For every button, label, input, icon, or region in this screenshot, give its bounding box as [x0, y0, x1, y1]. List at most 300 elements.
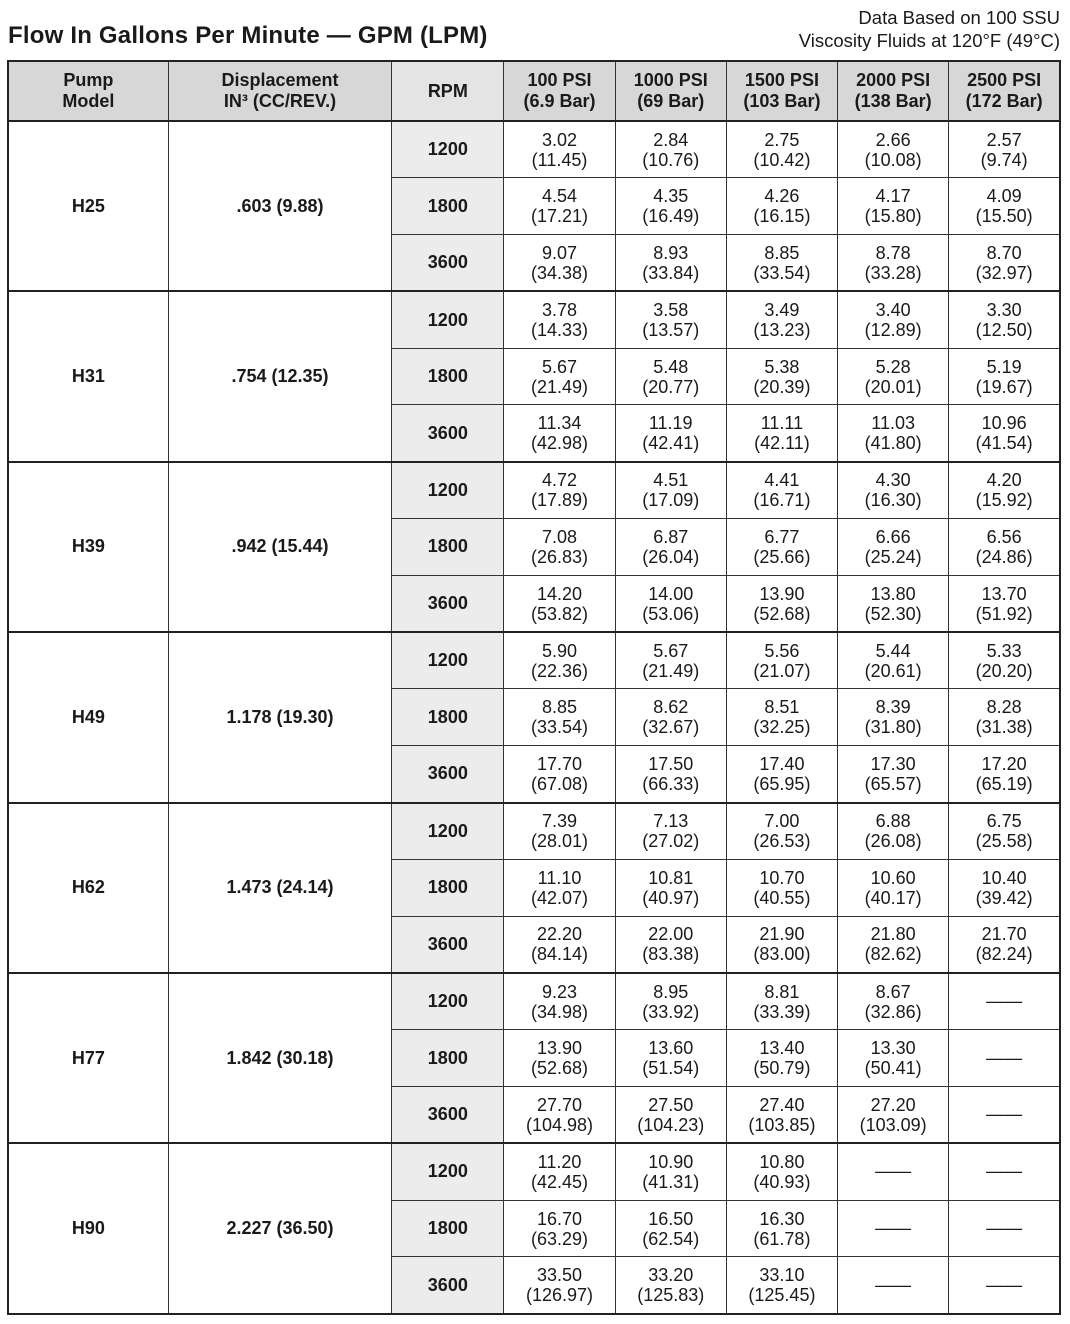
header-pressure-psi: 2500 PSI — [967, 70, 1042, 90]
flow-lpm: (33.54) — [753, 262, 811, 283]
flow-cell — [949, 689, 1060, 746]
flow-cell-empty: —— — [838, 1200, 949, 1257]
table-row — [8, 462, 1060, 519]
flow-cell — [726, 462, 837, 519]
flow-gpm: 13.90 — [537, 1038, 583, 1059]
flow-gpm: 22.00 — [648, 924, 694, 945]
flow-gpm: 17.40 — [759, 753, 805, 774]
flow-cell — [949, 519, 1060, 576]
flow-lpm: (13.23) — [753, 320, 811, 341]
pump-model-cell: H25 — [8, 121, 168, 291]
displacement-cell: 1.473 (24.14) — [168, 803, 391, 973]
pump-model-cell: H77 — [8, 973, 168, 1143]
flow-gpm: 16.50 — [648, 1208, 694, 1229]
flow-gpm: 16.70 — [537, 1208, 583, 1229]
flow-gpm: 17.20 — [981, 753, 1027, 774]
pump-model-cell: H62 — [8, 803, 168, 973]
flow-gpm: 6.88 — [875, 811, 911, 832]
flow-cell — [504, 803, 615, 860]
rpm-cell: 1200 — [392, 803, 504, 860]
displacement-cell: 1.178 (19.30) — [168, 632, 391, 802]
rpm-cell: 1800 — [392, 348, 504, 405]
flow-lpm: (65.95) — [753, 773, 811, 794]
rpm-cell: 1200 — [392, 462, 504, 519]
flow-lpm: (34.38) — [531, 262, 589, 283]
flow-cell — [726, 121, 837, 178]
flow-lpm: (26.53) — [753, 831, 811, 852]
flow-lpm: (126.97) — [526, 1285, 594, 1306]
flow-lpm: (9.74) — [980, 149, 1028, 170]
flow-cell — [504, 859, 615, 916]
flow-lpm: (24.86) — [975, 546, 1033, 567]
flow-lpm: (41.54) — [975, 433, 1033, 454]
flow-gpm: 8.93 — [653, 242, 689, 263]
flow-gpm: 3.78 — [542, 300, 578, 321]
flow-lpm: (103.85) — [748, 1114, 816, 1135]
flow-lpm: (20.39) — [753, 376, 811, 397]
flow-gpm: 33.50 — [537, 1265, 583, 1286]
flow-cell-empty: —— — [838, 1257, 949, 1314]
flow-lpm: (39.42) — [975, 887, 1033, 908]
flow-cell — [838, 859, 949, 916]
flow-gpm: 4.30 — [875, 470, 911, 491]
flow-gpm: 2.75 — [764, 129, 800, 150]
table-row — [8, 632, 1060, 689]
flow-cell — [949, 121, 1060, 178]
flow-cell — [726, 575, 837, 632]
flow-lpm: (15.50) — [975, 206, 1033, 227]
flow-gpm: 4.20 — [986, 470, 1022, 491]
flow-lpm: (10.76) — [642, 149, 700, 170]
flow-gpm: 27.20 — [870, 1094, 916, 1115]
header-pressure-psi: 1000 PSI — [633, 70, 708, 90]
flow-lpm: (10.08) — [864, 149, 922, 170]
rpm-cell: 1200 — [392, 1143, 504, 1200]
flow-gpm: 10.80 — [759, 1151, 805, 1172]
flow-gpm: 3.02 — [542, 129, 578, 150]
flow-lpm: (33.84) — [642, 262, 700, 283]
flow-cell — [838, 803, 949, 860]
flow-gpm: 5.48 — [653, 356, 689, 377]
flow-gpm: 5.19 — [986, 356, 1022, 377]
flow-cell — [838, 1087, 949, 1144]
flow-gpm: 2.57 — [986, 129, 1022, 150]
flow-gpm: 5.67 — [653, 640, 689, 661]
header-pressure-100 — [504, 61, 615, 121]
flow-cell — [726, 803, 837, 860]
rpm-cell: 3600 — [392, 575, 504, 632]
flow-lpm: (82.62) — [864, 944, 922, 965]
flow-gpm: 27.50 — [648, 1094, 694, 1115]
flow-table-body — [8, 121, 1060, 1314]
displacement-cell: 1.842 (30.18) — [168, 973, 391, 1143]
flow-lpm: (50.41) — [864, 1058, 922, 1079]
flow-lpm: (16.30) — [864, 490, 922, 511]
flow-cell — [949, 575, 1060, 632]
flow-gpm: 7.13 — [653, 811, 689, 832]
flow-lpm: (25.66) — [753, 546, 811, 567]
flow-gpm: 7.08 — [542, 526, 578, 547]
flow-gpm: 16.30 — [759, 1208, 805, 1229]
flow-gpm: 11.10 — [537, 867, 582, 888]
rpm-cell: 1200 — [392, 973, 504, 1030]
flow-gpm: 13.80 — [870, 583, 916, 604]
flow-cell — [504, 178, 615, 235]
flow-cell — [726, 1257, 837, 1314]
flow-lpm: (125.45) — [748, 1285, 816, 1306]
flow-cell — [615, 291, 726, 348]
flow-lpm: (32.25) — [753, 717, 811, 738]
flow-gpm: 3.58 — [653, 300, 689, 321]
flow-lpm: (83.38) — [642, 944, 700, 965]
flow-cell — [838, 632, 949, 689]
flow-gpm: 9.07 — [542, 242, 578, 263]
flow-gpm: 21.80 — [870, 924, 916, 945]
flow-gpm: 10.90 — [648, 1151, 694, 1172]
flow-gpm: 13.70 — [981, 583, 1027, 604]
rpm-cell: 1200 — [392, 632, 504, 689]
flow-gpm: 8.81 — [764, 981, 800, 1002]
flow-lpm: (17.89) — [531, 490, 589, 511]
flow-cell — [949, 291, 1060, 348]
flow-lpm: (26.83) — [531, 546, 589, 567]
flow-gpm: 4.35 — [653, 186, 689, 207]
flow-cell — [615, 462, 726, 519]
flow-cell — [504, 973, 615, 1030]
flow-cell — [615, 973, 726, 1030]
flow-lpm: (32.97) — [975, 262, 1033, 283]
flow-lpm: (22.36) — [531, 660, 589, 681]
flow-cell — [726, 1087, 837, 1144]
flow-lpm: (25.58) — [975, 831, 1033, 852]
flow-lpm: (28.01) — [531, 831, 589, 852]
flow-gpm: 13.40 — [759, 1038, 805, 1059]
flow-cell — [838, 121, 949, 178]
flow-cell — [504, 1200, 615, 1257]
rpm-cell: 1800 — [392, 689, 504, 746]
flow-cell — [504, 348, 615, 405]
flow-cell — [726, 689, 837, 746]
flow-lpm: (61.78) — [753, 1228, 811, 1249]
flow-gpm: 4.09 — [986, 186, 1022, 207]
flow-cell — [726, 746, 837, 803]
flow-cell — [949, 859, 1060, 916]
flow-lpm: (83.00) — [753, 944, 811, 965]
flow-cell — [726, 1143, 837, 1200]
flow-gpm: 17.50 — [648, 753, 694, 774]
flow-lpm: (13.57) — [642, 320, 700, 341]
rpm-cell: 3600 — [392, 1087, 504, 1144]
flow-gpm: 11.03 — [871, 413, 915, 434]
flow-cell — [615, 235, 726, 292]
flow-lpm: (33.54) — [531, 717, 589, 738]
flow-gpm: 21.70 — [981, 924, 1027, 945]
flow-lpm: (15.80) — [864, 206, 922, 227]
flow-lpm: (52.68) — [531, 1058, 589, 1079]
table-row — [8, 973, 1060, 1030]
flow-gpm: 8.62 — [653, 697, 689, 718]
header-displacement — [168, 61, 391, 121]
flow-gpm: 27.40 — [759, 1094, 805, 1115]
rpm-cell: 3600 — [392, 1257, 504, 1314]
flow-lpm: (12.50) — [975, 320, 1033, 341]
flow-cell — [838, 916, 949, 973]
flow-gpm: 5.44 — [875, 640, 911, 661]
flow-cell — [504, 689, 615, 746]
flow-lpm: (26.08) — [864, 831, 922, 852]
flow-cell — [949, 462, 1060, 519]
pump-model-cell: H49 — [8, 632, 168, 802]
displacement-cell: .754 (12.35) — [168, 291, 391, 461]
table-row — [8, 1143, 1060, 1200]
flow-lpm: (32.67) — [642, 717, 700, 738]
flow-cell — [838, 1030, 949, 1087]
flow-gpm: 6.77 — [764, 526, 800, 547]
flow-cell-empty: —— — [949, 1257, 1060, 1314]
flow-lpm: (21.49) — [531, 376, 589, 397]
flow-cell — [615, 1030, 726, 1087]
rpm-cell: 1800 — [392, 1030, 504, 1087]
flow-gpm: 3.40 — [875, 300, 911, 321]
header-pressure-bar: (6.9 Bar) — [523, 91, 596, 111]
flow-cell — [504, 916, 615, 973]
header-displacement-line-1: Displacement — [221, 70, 339, 90]
rpm-cell: 1800 — [392, 519, 504, 576]
flow-gpm: 7.00 — [764, 811, 800, 832]
flow-gpm: 8.39 — [875, 697, 911, 718]
header-pressure-1500 — [726, 61, 837, 121]
pump-model-cell: H39 — [8, 462, 168, 632]
header-pressure-1000 — [615, 61, 726, 121]
flow-lpm: (27.02) — [642, 831, 700, 852]
flow-cell — [615, 632, 726, 689]
flow-cell — [838, 746, 949, 803]
flow-gpm: 11.19 — [648, 413, 693, 434]
flow-lpm: (20.01) — [864, 376, 922, 397]
flow-lpm: (52.30) — [864, 603, 922, 624]
flow-gpm: 6.56 — [986, 526, 1022, 547]
pump-model-cell: H90 — [8, 1143, 168, 1314]
rpm-cell: 3600 — [392, 916, 504, 973]
flow-cell — [838, 575, 949, 632]
flow-gpm: 21.90 — [759, 924, 805, 945]
flow-lpm: (15.92) — [975, 490, 1033, 511]
viscosity-note — [799, 6, 1060, 52]
flow-cell-empty: —— — [949, 1030, 1060, 1087]
flow-lpm: (40.17) — [864, 887, 922, 908]
flow-lpm: (21.07) — [753, 660, 811, 681]
flow-cell — [949, 348, 1060, 405]
flow-cell — [949, 916, 1060, 973]
flow-lpm: (31.38) — [975, 717, 1033, 738]
flow-lpm: (82.24) — [975, 944, 1033, 965]
flow-cell — [504, 746, 615, 803]
flow-cell — [726, 291, 837, 348]
flow-lpm: (16.49) — [642, 206, 700, 227]
flow-cell — [949, 632, 1060, 689]
flow-gpm: 17.70 — [537, 753, 583, 774]
flow-cell — [838, 973, 949, 1030]
flow-lpm: (17.21) — [531, 206, 589, 227]
flow-cell — [726, 859, 837, 916]
table-row — [8, 291, 1060, 348]
flow-lpm: (42.07) — [531, 887, 589, 908]
flow-cell — [615, 1257, 726, 1314]
flow-gpm: 4.51 — [653, 470, 689, 491]
flow-lpm: (42.45) — [531, 1171, 589, 1192]
flow-gpm: 13.90 — [759, 583, 805, 604]
flow-gpm: 5.38 — [764, 356, 800, 377]
flow-gpm: 11.20 — [537, 1151, 582, 1172]
flow-gpm: 6.66 — [875, 526, 911, 547]
flow-lpm: (11.45) — [531, 149, 588, 170]
flow-gpm: 14.00 — [648, 583, 694, 604]
flow-gpm: 33.20 — [648, 1265, 694, 1286]
flow-lpm: (40.55) — [753, 887, 811, 908]
displacement-cell: .603 (9.88) — [168, 121, 391, 291]
flow-lpm: (62.54) — [642, 1228, 700, 1249]
flow-lpm: (33.39) — [753, 1001, 811, 1022]
flow-cell-empty: —— — [949, 973, 1060, 1030]
flow-cell — [504, 121, 615, 178]
flow-cell — [504, 519, 615, 576]
flow-lpm: (26.04) — [642, 546, 700, 567]
flow-lpm: (50.79) — [753, 1058, 811, 1079]
flow-cell — [949, 405, 1060, 462]
flow-table — [7, 60, 1061, 1315]
flow-gpm: 27.70 — [537, 1094, 583, 1115]
flow-cell — [504, 462, 615, 519]
flow-gpm: 4.54 — [542, 186, 578, 207]
flow-cell — [949, 746, 1060, 803]
flow-lpm: (40.93) — [753, 1171, 811, 1192]
flow-cell — [615, 121, 726, 178]
flow-gpm: 4.17 — [875, 186, 911, 207]
flow-lpm: (41.31) — [642, 1171, 700, 1192]
flow-gpm: 11.34 — [537, 413, 582, 434]
rpm-cell: 1200 — [392, 291, 504, 348]
flow-cell — [615, 859, 726, 916]
flow-cell — [615, 348, 726, 405]
flow-cell — [838, 235, 949, 292]
flow-cell — [504, 1087, 615, 1144]
flow-lpm: (21.49) — [642, 660, 700, 681]
flow-gpm: 22.20 — [537, 924, 583, 945]
flow-gpm: 5.90 — [542, 640, 578, 661]
flow-cell-empty: —— — [949, 1200, 1060, 1257]
flow-gpm: 6.87 — [653, 526, 689, 547]
flow-cell — [504, 632, 615, 689]
flow-gpm: 2.66 — [875, 129, 911, 150]
flow-cell — [726, 235, 837, 292]
header-pump-model-line-2: Model — [62, 91, 115, 111]
pump-model-cell: H31 — [8, 291, 168, 461]
rpm-cell: 1800 — [392, 178, 504, 235]
flow-cell — [726, 405, 837, 462]
flow-cell — [615, 178, 726, 235]
flow-cell — [838, 348, 949, 405]
flow-cell — [838, 291, 949, 348]
flow-gpm: 2.84 — [653, 129, 689, 150]
header-row — [8, 61, 1060, 121]
flow-cell — [615, 405, 726, 462]
flow-cell — [838, 462, 949, 519]
flow-cell — [838, 519, 949, 576]
flow-cell — [949, 803, 1060, 860]
rpm-cell: 3600 — [392, 235, 504, 292]
rpm-cell: 3600 — [392, 405, 504, 462]
flow-gpm: 8.28 — [986, 697, 1022, 718]
flow-gpm: 6.75 — [986, 811, 1022, 832]
flow-cell — [615, 1087, 726, 1144]
flow-cell — [504, 575, 615, 632]
flow-lpm: (25.24) — [864, 546, 922, 567]
flow-cell — [615, 575, 726, 632]
flow-cell — [615, 916, 726, 973]
flow-cell — [726, 178, 837, 235]
flow-cell — [504, 235, 615, 292]
flow-gpm: 8.70 — [986, 242, 1022, 263]
flow-lpm: (65.19) — [975, 773, 1033, 794]
flow-lpm: (20.77) — [642, 376, 700, 397]
flow-cell — [615, 746, 726, 803]
flow-gpm: 5.28 — [875, 356, 911, 377]
flow-cell — [615, 1200, 726, 1257]
flow-cell — [726, 632, 837, 689]
flow-cell — [504, 405, 615, 462]
header-pressure-bar: (69 Bar) — [637, 91, 705, 111]
flow-gpm: 10.81 — [648, 867, 694, 888]
flow-cell — [949, 235, 1060, 292]
flow-lpm: (42.41) — [642, 433, 700, 454]
header-pressure-bar: (103 Bar) — [743, 91, 821, 111]
flow-gpm: 13.30 — [870, 1038, 916, 1059]
flow-lpm: (41.80) — [864, 433, 922, 454]
flow-cell — [504, 1143, 615, 1200]
flow-lpm: (67.08) — [531, 773, 589, 794]
flow-lpm: (53.82) — [531, 603, 589, 624]
flow-gpm: 10.40 — [981, 867, 1027, 888]
flow-lpm: (40.97) — [642, 887, 700, 908]
header-pressure-2000 — [838, 61, 949, 121]
flow-lpm: (42.11) — [754, 433, 810, 454]
flow-cell-empty: —— — [949, 1143, 1060, 1200]
flow-lpm: (84.14) — [531, 944, 589, 965]
flow-lpm: (34.98) — [531, 1001, 589, 1022]
flow-gpm: 10.96 — [981, 413, 1027, 434]
flow-cell — [838, 405, 949, 462]
flow-lpm: (33.92) — [642, 1001, 700, 1022]
flow-cell — [949, 178, 1060, 235]
flow-lpm: (32.86) — [864, 1001, 922, 1022]
flow-lpm: (125.83) — [637, 1285, 705, 1306]
flow-gpm: 8.78 — [875, 242, 911, 263]
flow-lpm: (104.98) — [526, 1114, 594, 1135]
flow-gpm: 7.39 — [542, 811, 578, 832]
flow-lpm: (103.09) — [859, 1114, 927, 1135]
flow-cell — [726, 973, 837, 1030]
flow-cell — [504, 1257, 615, 1314]
header-rpm: RPM — [392, 61, 504, 121]
note-line-2: Viscosity Fluids at 120°F (49°C) — [798, 30, 1060, 51]
flow-lpm: (17.09) — [642, 490, 700, 511]
flow-cell — [838, 178, 949, 235]
flow-cell — [726, 1200, 837, 1257]
flow-gpm: 5.67 — [542, 356, 578, 377]
flow-gpm: 33.10 — [759, 1265, 805, 1286]
rpm-cell: 1800 — [392, 859, 504, 916]
rpm-cell: 1800 — [392, 1200, 504, 1257]
